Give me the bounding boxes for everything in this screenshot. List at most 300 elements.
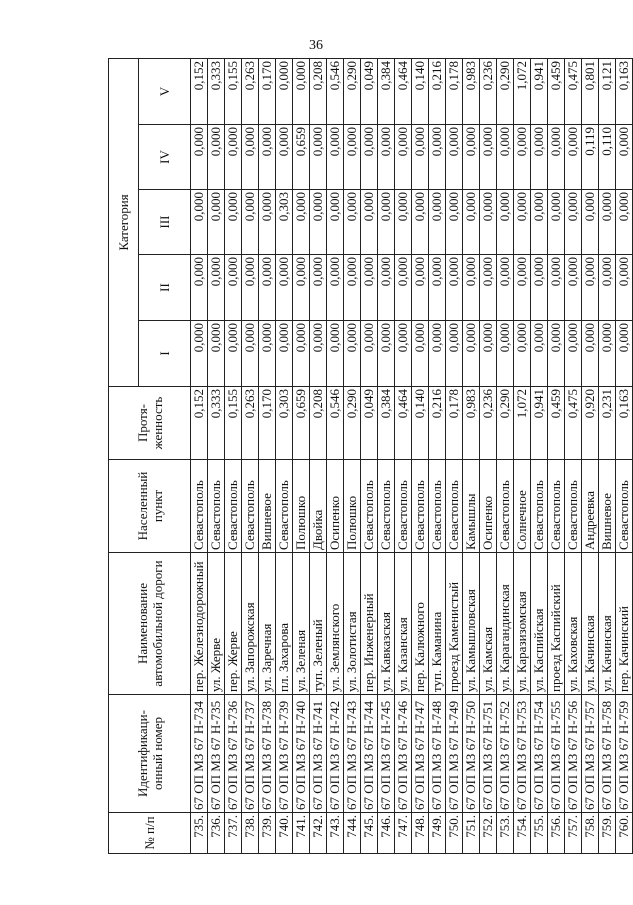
row-number: 747.: [395, 813, 412, 854]
row-cat-4: 0,000: [259, 125, 276, 190]
row-road-name: ул. Каспийская: [531, 553, 548, 695]
row-number: 746.: [378, 813, 395, 854]
row-cat-5: 0,216: [429, 58, 446, 124]
row-id: 67 ОП МЗ 67 Н-740: [293, 695, 310, 813]
row-id: 67 ОП МЗ 67 Н-752: [497, 695, 514, 813]
row-number: 753.: [497, 813, 514, 854]
row-cat-1: 0,000: [531, 321, 548, 387]
row-cat-1: 0,000: [548, 321, 565, 387]
row-road-name: ул. Карагандинская: [497, 553, 514, 695]
row-cat-3: 0,000: [548, 190, 565, 255]
row-length: 1,072: [514, 387, 531, 460]
row-length: 0,152: [191, 387, 208, 460]
row-cat-3: 0,000: [191, 190, 208, 255]
row-cat-1: 0,000: [225, 321, 242, 387]
row-number: 737.: [225, 813, 242, 854]
row-cat-4: 0,000: [463, 125, 480, 190]
row-length: 0,163: [616, 387, 633, 460]
row-cat-5: 0,941: [531, 58, 548, 124]
row-id: 67 ОП МЗ 67 Н-742: [327, 695, 344, 813]
row-cat-5: 0,263: [242, 58, 259, 124]
row-cat-5: 0,475: [565, 58, 582, 124]
row-cat-4: 0,000: [208, 125, 225, 190]
row-road-name: ул. Кавказская: [378, 553, 395, 695]
table-row: [344, 58, 361, 853]
row-place: Севастополь: [378, 460, 395, 553]
row-cat-1: 0,000: [378, 321, 395, 387]
row-cat-3: 0,000: [616, 190, 633, 255]
row-id: 67 ОП МЗ 67 Н-734: [191, 695, 208, 813]
row-cat-1: 0,000: [429, 321, 446, 387]
header-cat-5: V: [139, 58, 191, 124]
row-cat-3: 0,000: [463, 190, 480, 255]
row-id: 67 ОП МЗ 67 Н-755: [548, 695, 565, 813]
row-length: 0,384: [378, 387, 395, 460]
table-body: [191, 58, 633, 853]
row-cat-3: 0,000: [225, 190, 242, 255]
row-number: 736.: [208, 813, 225, 854]
row-cat-3: 0,000: [395, 190, 412, 255]
row-cat-2: 0,000: [582, 255, 599, 321]
row-length: 0,546: [327, 387, 344, 460]
row-cat-5: 0,983: [463, 58, 480, 124]
row-length: 0,049: [361, 387, 378, 460]
row-place: Севастополь: [412, 460, 429, 553]
row-cat-2: 0,000: [225, 255, 242, 321]
row-number: 745.: [361, 813, 378, 854]
table-row: [548, 58, 565, 853]
row-cat-4: 0,659: [293, 125, 310, 190]
row-cat-4: 0,110: [599, 125, 616, 190]
row-cat-5: 0,333: [208, 58, 225, 124]
row-cat-3: 0,000: [344, 190, 361, 255]
row-cat-2: 0,000: [446, 255, 463, 321]
row-cat-3: 0,000: [514, 190, 531, 255]
row-cat-4: 0,000: [378, 125, 395, 190]
row-cat-3: 0,000: [310, 190, 327, 255]
row-id: 67 ОП МЗ 67 Н-735: [208, 695, 225, 813]
row-id: 67 ОП МЗ 67 Н-756: [565, 695, 582, 813]
table-row: [395, 58, 412, 853]
row-length: 0,333: [208, 387, 225, 460]
row-cat-5: 0,384: [378, 58, 395, 124]
header-no: № п/п: [109, 813, 191, 854]
row-cat-1: 0,000: [361, 321, 378, 387]
row-cat-4: 0,000: [395, 125, 412, 190]
row-place: Полюшко: [344, 460, 361, 553]
header-category: Категория: [109, 58, 139, 386]
row-cat-1: 0,000: [395, 321, 412, 387]
table-row: [361, 58, 378, 853]
row-number: 757.: [565, 813, 582, 854]
table-row: [446, 58, 463, 853]
row-cat-3: 0,000: [242, 190, 259, 255]
row-length: 0,290: [344, 387, 361, 460]
row-road-name: пер. Железнодорожный: [191, 553, 208, 695]
row-cat-5: 0,152: [191, 58, 208, 124]
row-cat-5: 0,801: [582, 58, 599, 124]
row-number: 741.: [293, 813, 310, 854]
row-cat-2: 0,000: [497, 255, 514, 321]
row-cat-5: 0,140: [412, 58, 429, 124]
row-cat-5: 0,178: [446, 58, 463, 124]
row-cat-5: 0,464: [395, 58, 412, 124]
row-cat-1: 0,000: [293, 321, 310, 387]
table-container: [108, 59, 631, 854]
header-cat-2: II: [139, 255, 191, 321]
row-id: 67 ОП МЗ 67 Н-757: [582, 695, 599, 813]
row-cat-4: 0,000: [446, 125, 463, 190]
row-road-name: ул. Золотистая: [344, 553, 361, 695]
table-row: [599, 58, 616, 853]
row-length: 0,475: [565, 387, 582, 460]
header-cat-1: I: [139, 321, 191, 387]
row-cat-2: 0,000: [463, 255, 480, 321]
row-cat-2: 0,000: [429, 255, 446, 321]
row-place: Солнечное: [514, 460, 531, 553]
table-row: [463, 58, 480, 853]
row-number: 735.: [191, 813, 208, 854]
row-place: Севастополь: [565, 460, 582, 553]
table-row: [514, 58, 531, 853]
row-cat-3: 0,000: [531, 190, 548, 255]
row-road-name: пер. Инженерный: [361, 553, 378, 695]
row-road-name: пер. Качинский: [616, 553, 633, 695]
row-length: 0,170: [259, 387, 276, 460]
row-cat-1: 0,000: [446, 321, 463, 387]
row-length: 0,920: [582, 387, 599, 460]
row-id: 67 ОП МЗ 67 Н-738: [259, 695, 276, 813]
row-cat-5: 0,236: [480, 58, 497, 124]
table-row: [429, 58, 446, 853]
row-cat-1: 0,000: [327, 321, 344, 387]
row-cat-3: 0,000: [293, 190, 310, 255]
roads-table: [108, 58, 633, 854]
row-number: 742.: [310, 813, 327, 854]
row-cat-4: 0,000: [514, 125, 531, 190]
row-id: 67 ОП МЗ 67 Н-748: [429, 695, 446, 813]
row-road-name: ул. Камская: [480, 553, 497, 695]
row-id: 67 ОП МЗ 67 Н-741: [310, 695, 327, 813]
row-cat-3: 0,000: [412, 190, 429, 255]
row-cat-5: 0,163: [616, 58, 633, 124]
row-cat-2: 0,000: [310, 255, 327, 321]
row-cat-3: 0,000: [259, 190, 276, 255]
header-id: Идентификаци-онный номер: [109, 695, 191, 813]
table-row: [616, 58, 633, 853]
row-number: 759.: [599, 813, 616, 854]
row-place: Севастополь: [276, 460, 293, 553]
row-number: 748.: [412, 813, 429, 854]
row-cat-4: 0,000: [616, 125, 633, 190]
row-road-name: ул. Каховская: [565, 553, 582, 695]
row-cat-2: 0,000: [531, 255, 548, 321]
row-cat-4: 0,000: [429, 125, 446, 190]
row-place: Севастополь: [208, 460, 225, 553]
row-cat-2: 0,000: [276, 255, 293, 321]
row-cat-5: 0,121: [599, 58, 616, 124]
row-length: 0,263: [242, 387, 259, 460]
row-place: Севастополь: [446, 460, 463, 553]
row-cat-1: 0,000: [582, 321, 599, 387]
row-number: 756.: [548, 813, 565, 854]
row-cat-5: 0,546: [327, 58, 344, 124]
row-cat-2: 0,000: [293, 255, 310, 321]
row-cat-4: 0,000: [327, 125, 344, 190]
row-place: Севастополь: [225, 460, 242, 553]
row-number: 751.: [463, 813, 480, 854]
row-cat-3: 0,000: [361, 190, 378, 255]
row-cat-2: 0,000: [565, 255, 582, 321]
table-row: [259, 58, 276, 853]
row-cat-4: 0,000: [242, 125, 259, 190]
row-cat-3: 0,000: [208, 190, 225, 255]
row-road-name: ул. Казанская: [395, 553, 412, 695]
row-length: 0,155: [225, 387, 242, 460]
row-number: 752.: [480, 813, 497, 854]
row-place: Осипенко: [480, 460, 497, 553]
row-id: 67 ОП МЗ 67 Н-745: [378, 695, 395, 813]
row-road-name: ул. Камышловская: [463, 553, 480, 695]
row-cat-2: 0,000: [361, 255, 378, 321]
row-length: 0,236: [480, 387, 497, 460]
row-place: Севастополь: [616, 460, 633, 553]
row-cat-3: 0,000: [565, 190, 582, 255]
table-row: [480, 58, 497, 853]
row-number: 749.: [429, 813, 446, 854]
row-place: Севастополь: [361, 460, 378, 553]
row-length: 0,659: [293, 387, 310, 460]
row-number: 754.: [514, 813, 531, 854]
row-cat-5: 0,170: [259, 58, 276, 124]
row-road-name: ул. Качинская: [599, 553, 616, 695]
row-cat-2: 0,000: [599, 255, 616, 321]
row-number: 758.: [582, 813, 599, 854]
row-place: Севастополь: [429, 460, 446, 553]
row-length: 0,983: [463, 387, 480, 460]
row-road-name: туп. Зеленый: [310, 553, 327, 695]
row-cat-4: 0,000: [344, 125, 361, 190]
row-length: 0,464: [395, 387, 412, 460]
row-cat-5: 0,000: [276, 58, 293, 124]
table-row: [191, 58, 208, 853]
row-id: 67 ОП МЗ 67 Н-759: [616, 695, 633, 813]
table-row: [327, 58, 344, 853]
row-number: 738.: [242, 813, 259, 854]
row-cat-1: 0,000: [208, 321, 225, 387]
row-road-name: проезд Каменистый: [446, 553, 463, 695]
row-cat-2: 0,000: [242, 255, 259, 321]
row-cat-1: 0,000: [463, 321, 480, 387]
row-id: 67 ОП МЗ 67 Н-739: [276, 695, 293, 813]
row-cat-5: 0,290: [497, 58, 514, 124]
row-road-name: ул. Каразизомская: [514, 553, 531, 695]
row-cat-5: 0,290: [344, 58, 361, 124]
row-cat-5: 0,000: [293, 58, 310, 124]
row-cat-2: 0,000: [327, 255, 344, 321]
row-cat-4: 0,000: [548, 125, 565, 190]
row-id: 67 ОП МЗ 67 Н-749: [446, 695, 463, 813]
row-number: 750.: [446, 813, 463, 854]
row-road-name: пер. Калюжного: [412, 553, 429, 695]
header-place: Населенный пункт: [109, 460, 191, 553]
row-place: Вишневое: [599, 460, 616, 553]
row-cat-3: 0,000: [480, 190, 497, 255]
row-cat-1: 0,000: [497, 321, 514, 387]
row-cat-3: 0,000: [446, 190, 463, 255]
row-cat-2: 0,000: [395, 255, 412, 321]
row-id: 67 ОП МЗ 67 Н-753: [514, 695, 531, 813]
row-cat-4: 0,000: [497, 125, 514, 190]
row-cat-5: 0,049: [361, 58, 378, 124]
row-road-name: ул. Землянского: [327, 553, 344, 695]
row-cat-1: 0,000: [276, 321, 293, 387]
row-cat-2: 0,000: [616, 255, 633, 321]
row-number: 755.: [531, 813, 548, 854]
row-road-name: пл. Захарова: [276, 553, 293, 695]
row-cat-1: 0,000: [259, 321, 276, 387]
row-number: 740.: [276, 813, 293, 854]
row-length: 0,459: [548, 387, 565, 460]
row-id: 67 ОП МЗ 67 Н-751: [480, 695, 497, 813]
header-cat-4: IV: [139, 125, 191, 190]
table-row: [276, 58, 293, 853]
row-road-name: проезд Каспийский: [548, 553, 565, 695]
header-road-name: Наименование автомобильной дороги: [109, 553, 191, 695]
row-place: Севастополь: [531, 460, 548, 553]
row-cat-3: 0,000: [327, 190, 344, 255]
row-id: 67 ОП МЗ 67 Н-743: [344, 695, 361, 813]
row-cat-4: 0,000: [276, 125, 293, 190]
page-number: 36: [309, 38, 323, 53]
row-number: 739.: [259, 813, 276, 854]
row-length: 0,216: [429, 387, 446, 460]
row-cat-3: 0,000: [378, 190, 395, 255]
row-place: Двойка: [310, 460, 327, 553]
row-place: Вишневое: [259, 460, 276, 553]
row-road-name: ул. Зеленая: [293, 553, 310, 695]
table-row: [582, 58, 599, 853]
row-length: 0,941: [531, 387, 548, 460]
row-id: 67 ОП МЗ 67 Н-746: [395, 695, 412, 813]
row-id: 67 ОП МЗ 67 Н-737: [242, 695, 259, 813]
row-cat-3: 0,000: [497, 190, 514, 255]
row-cat-5: 0,459: [548, 58, 565, 124]
row-cat-2: 0,000: [548, 255, 565, 321]
row-cat-3: 0,303: [276, 190, 293, 255]
row-cat-1: 0,000: [565, 321, 582, 387]
row-cat-1: 0,000: [599, 321, 616, 387]
row-place: Севастополь: [242, 460, 259, 553]
row-place: Севастополь: [395, 460, 412, 553]
row-road-name: туп. Каманина: [429, 553, 446, 695]
row-cat-1: 0,000: [514, 321, 531, 387]
row-place: Андреевка: [582, 460, 599, 553]
row-cat-4: 0,000: [310, 125, 327, 190]
row-road-name: пер. Жерве: [225, 553, 242, 695]
row-length: 0,178: [446, 387, 463, 460]
row-cat-5: 0,208: [310, 58, 327, 124]
row-length: 0,208: [310, 387, 327, 460]
row-cat-2: 0,000: [208, 255, 225, 321]
table-row: [293, 58, 310, 853]
row-number: 744.: [344, 813, 361, 854]
header-length: Протя-женность: [109, 387, 191, 460]
row-cat-4: 0,119: [582, 125, 599, 190]
row-place: Севастополь: [548, 460, 565, 553]
table-row: [497, 58, 514, 853]
row-cat-2: 0,000: [514, 255, 531, 321]
row-cat-4: 0,000: [412, 125, 429, 190]
row-cat-4: 0,000: [480, 125, 497, 190]
header-cat-3: III: [139, 190, 191, 255]
table-row: [531, 58, 548, 853]
row-length: 0,303: [276, 387, 293, 460]
row-road-name: ул. Жерве: [208, 553, 225, 695]
row-place: Полюшко: [293, 460, 310, 553]
row-cat-4: 0,000: [191, 125, 208, 190]
table-row: [242, 58, 259, 853]
row-id: 67 ОП МЗ 67 Н-747: [412, 695, 429, 813]
row-cat-2: 0,000: [412, 255, 429, 321]
row-cat-1: 0,000: [310, 321, 327, 387]
row-id: 67 ОП МЗ 67 Н-736: [225, 695, 242, 813]
row-cat-2: 0,000: [344, 255, 361, 321]
row-cat-4: 0,000: [361, 125, 378, 190]
row-cat-3: 0,000: [599, 190, 616, 255]
row-cat-1: 0,000: [616, 321, 633, 387]
row-length: 0,290: [497, 387, 514, 460]
row-id: 67 ОП МЗ 67 Н-744: [361, 695, 378, 813]
row-cat-5: 0,155: [225, 58, 242, 124]
row-id: 67 ОП МЗ 67 Н-750: [463, 695, 480, 813]
row-number: 743.: [327, 813, 344, 854]
row-cat-1: 0,000: [344, 321, 361, 387]
row-id: 67 ОП МЗ 67 Н-754: [531, 695, 548, 813]
row-cat-1: 0,000: [412, 321, 429, 387]
row-cat-4: 0,000: [531, 125, 548, 190]
row-place: Камышлы: [463, 460, 480, 553]
row-length: 0,140: [412, 387, 429, 460]
row-cat-3: 0,000: [429, 190, 446, 255]
table-row: [378, 58, 395, 853]
table-row: [225, 58, 242, 853]
row-number: 760.: [616, 813, 633, 854]
row-cat-4: 0,000: [565, 125, 582, 190]
row-cat-2: 0,000: [191, 255, 208, 321]
row-cat-5: 1,072: [514, 58, 531, 124]
row-cat-4: 0,000: [225, 125, 242, 190]
row-place: Осипенко: [327, 460, 344, 553]
row-cat-1: 0,000: [242, 321, 259, 387]
row-id: 67 ОП МЗ 67 Н-758: [599, 695, 616, 813]
row-cat-2: 0,000: [480, 255, 497, 321]
row-place: Севастополь: [497, 460, 514, 553]
row-road-name: ул. Запорожская: [242, 553, 259, 695]
table-row: [565, 58, 582, 853]
table-row: [310, 58, 327, 853]
table-row: [208, 58, 225, 853]
row-length: 0,231: [599, 387, 616, 460]
table-row: [412, 58, 429, 853]
row-cat-2: 0,000: [378, 255, 395, 321]
row-cat-1: 0,000: [480, 321, 497, 387]
row-road-name: ул. Качинская: [582, 553, 599, 695]
row-cat-3: 0,000: [582, 190, 599, 255]
row-cat-2: 0,000: [259, 255, 276, 321]
row-place: Севастополь: [191, 460, 208, 553]
row-cat-1: 0,000: [191, 321, 208, 387]
